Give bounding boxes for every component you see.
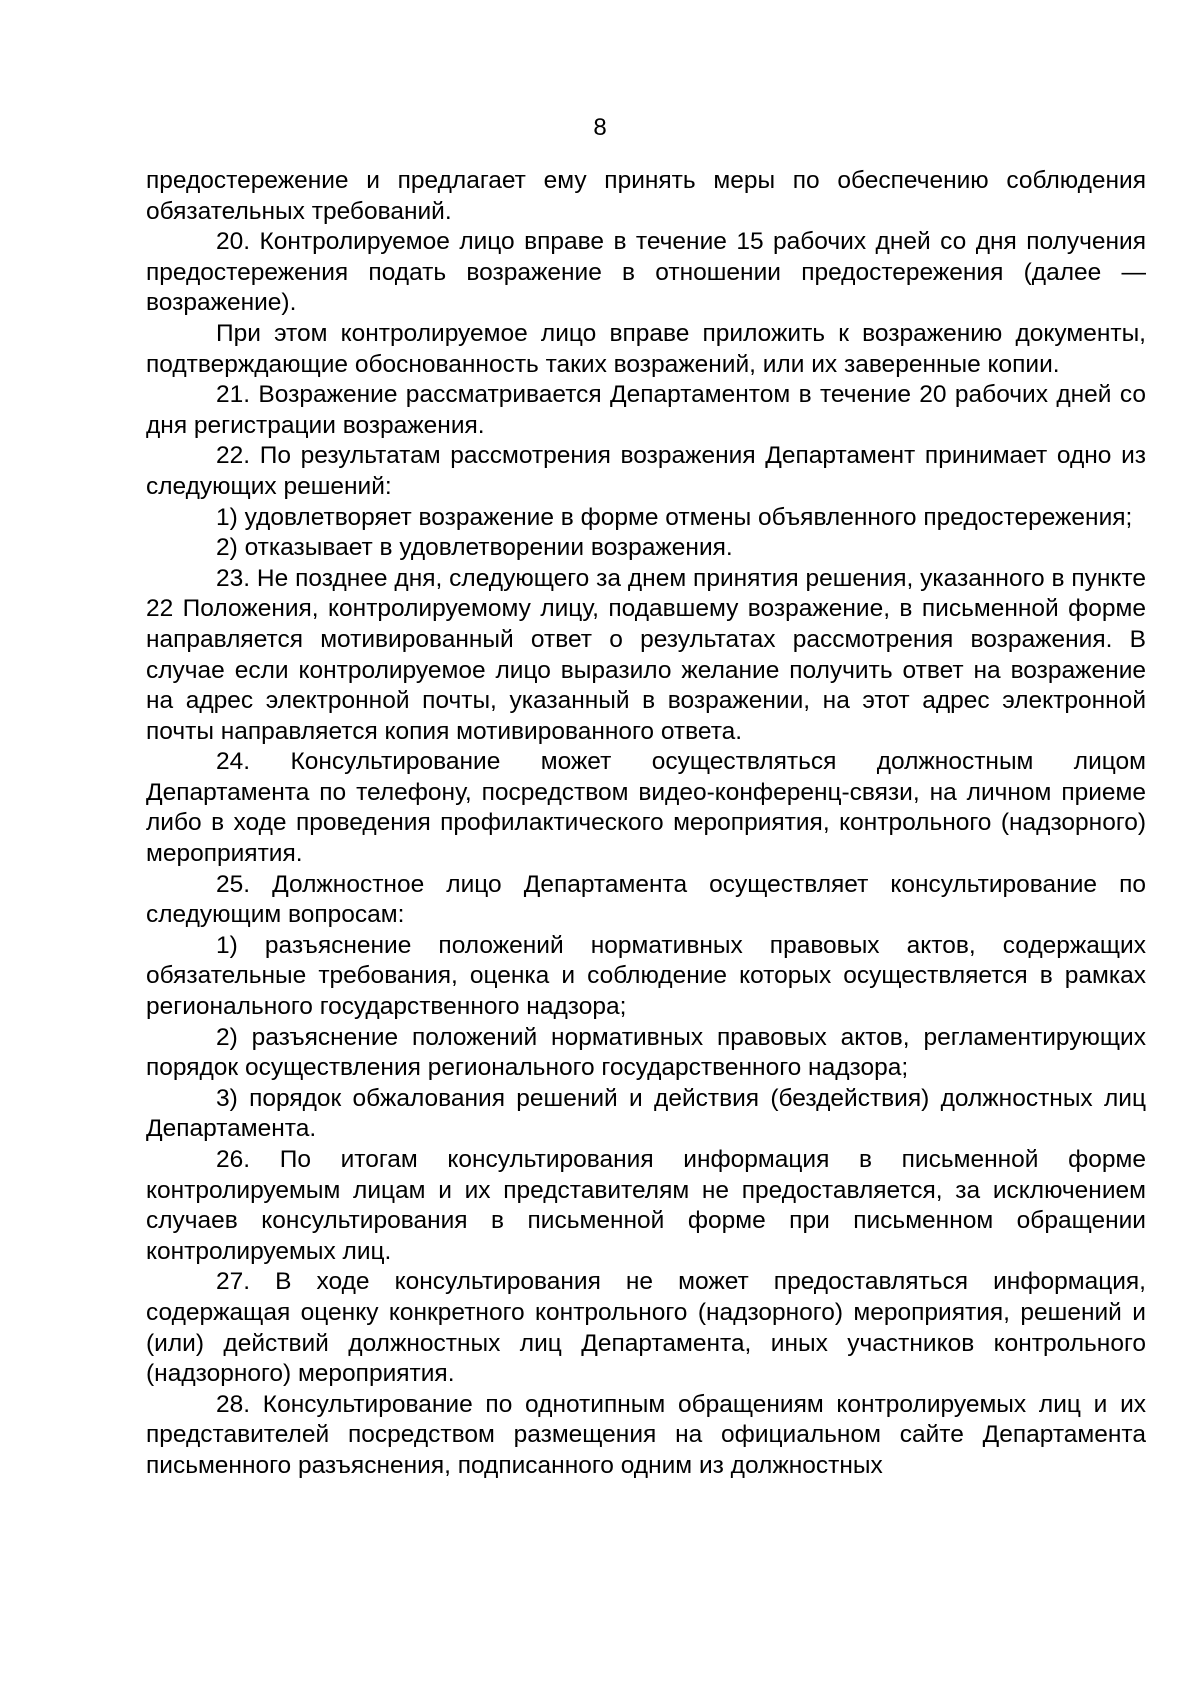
paragraph-22-item-1: 1) удовлетворяет возражение в форме отмены объявленного предостережения; [216,503,1133,531]
paragraph-25-item-1: 1) разъяснение положений нормативных правовых актов, содержащих обязательные требования, оценка и соблюдение которых осуществляется в рамках регионального государственного надзора; [146,931,1146,1021]
paragraph-26: 26. По итогам консультирования информация в письменной форме контролируемым лицам и их представителям не предоставляется, за исключением случаев консультирования в письменной форме при письменном обращении контролируемых лиц. [146,1146,1146,1265]
document-body [146,166,1146,1482]
paragraph-20: 20. Контролируемое лицо вправе в течение 15 рабочих дней со дня получения предостережения подать возражение в отношении предостережения (далее — возражение). [146,228,1146,317]
paragraph-25: 25. Должностное лицо Департамента осуществляет консультирование по следующим вопросам: [146,870,1146,929]
paragraph-22-item-2: 2) отказывает в удовлетворении возражения. [216,534,733,562]
paragraph-22: 22. По результатам рассмотрения возражения Департамент принимает одно из следующих решений: [146,442,1146,500]
page-number: 8 [593,114,607,141]
paragraph-28: 28. Консультирование по однотипным обращениям контролируемых лиц и их представителей посредством размещения на официальном сайте Департамента письменного разъяснения, подписанного одним из должностных [146,1390,1146,1479]
paragraph-21: 21. Возражение рассматривается Департаментом в течение 20 рабочих дней со дня регистрации возражения. [146,381,1146,439]
paragraph-27: 27. В ходе консультирования не может предоставляться информация, содержащая оценку конкретного контрольного (надзорного) мероприятия, решений и (или) действий должностных лиц Департамента, иных участников контрольного (надзорного) мероприятия. [146,1268,1146,1388]
paragraph-23: 23. Не позднее дня, следующего за днем принятия решения, указанного в пункте 22 Положения, контролируемому лицу, подавшему возражение, в письменной форме направляется мотивированный ответ о результатах рассмотрения возражения. В случае если контролируемое лицо выразило желание получить ответ на возражение на адрес электронной почты, указанный в возражении, на этот адрес электронной почты направляется копия мотивированного ответа. [146,564,1146,745]
paragraph-24: 24. Консультирование может осуществляться должностным лицом Департамента по телефону, посредством видео-конференц-связи, на личном приеме либо в ходе проведения профилактического мероприятия, контрольного (надзорного) мероприятия. [146,748,1146,868]
paragraph-25-item-3: 3) порядок обжалования решений и действия (бездействия) должностных лиц Департамента. [146,1084,1146,1143]
paragraph-continuation: предостережение и предлагает ему принять меры по обеспечению соблюдения обязательных требований. [146,167,1146,225]
paragraph-20-attachments: При этом контролируемое лицо вправе приложить к возражению документы, подтверждающие обоснованность таких возражений, или их заверенные копии. [146,319,1146,378]
paragraph-25-item-2: 2) разъяснение положений нормативных правовых актов, регламентирующих порядок осуществления регионального государственного надзора; [146,1023,1146,1082]
